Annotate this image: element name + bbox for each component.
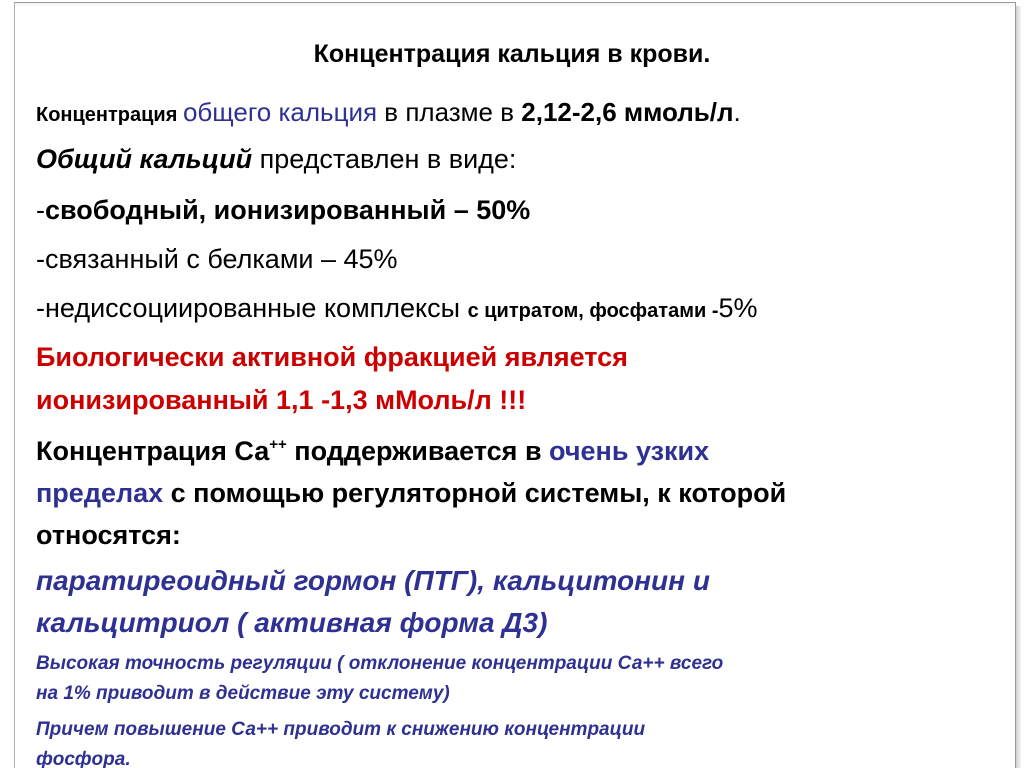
in-plasma-text: в плазме в xyxy=(377,97,522,127)
phosphorus-line-1: Причем повышение Са++ приводит к снижению концентрации xyxy=(36,719,646,740)
slide-frame-left xyxy=(14,2,15,768)
hormones-line-2: кальцитриол ( активная форма Д3) xyxy=(36,607,548,638)
precision-line-1: Высокая точность регуляции ( отклонение концентрации Са++ всего xyxy=(36,653,724,674)
precision-line-2: на 1% приводит в действие эту систему) xyxy=(36,683,450,704)
regulation-line-1 xyxy=(36,436,709,467)
period: . xyxy=(733,97,741,127)
free-ionized-text: свободный, ионизированный – 50% xyxy=(45,195,531,225)
maintained-text: поддерживается в xyxy=(286,436,550,466)
active-fraction-line-1: Биологически активной фракцией является xyxy=(36,342,628,372)
ca-charge-superscript: ++ xyxy=(269,436,287,453)
complexes-text: -недиссоциированные комплексы xyxy=(36,293,468,323)
total-calcium-term: общего кальция xyxy=(182,97,378,127)
active-fraction-line-2: ионизированный 1,1 -1,3 мМоль/л !!! xyxy=(36,385,527,415)
total-calcium-line xyxy=(36,97,741,128)
total-calcium-heading: Общий кальций xyxy=(36,144,253,174)
protein-bound-line: -связанный с белками – 45% xyxy=(36,244,398,274)
forms-intro-text: представлен в виде: xyxy=(252,144,517,174)
regulation-line-2 xyxy=(36,478,786,509)
complexes-detail: с цитратом, фосфатами - xyxy=(467,300,719,322)
complexes-percent: 5% xyxy=(718,293,758,323)
slide-shadow xyxy=(1016,6,1022,768)
ca-concentration-text: Концентрация Са xyxy=(36,436,270,466)
forms-intro-line xyxy=(36,144,516,175)
regulatory-system-text: с помощью регуляторной системы, к которой xyxy=(163,478,787,508)
complexes-line xyxy=(36,293,758,324)
total-calcium-value: 2,12-2,6 ммоль/л xyxy=(521,97,734,127)
slide-title: Концентрация кальция в крови. xyxy=(313,40,711,68)
narrow-limits-text: очень узких xyxy=(549,436,710,466)
limits-text: пределах xyxy=(36,478,164,508)
free-ionized-line xyxy=(36,195,530,226)
concentration-label: Концентрация xyxy=(36,104,183,126)
regulation-line-3: относятся: xyxy=(36,520,181,550)
hormones-line-1: паратиреоидный гормон (ПТГ), кальцитонин и xyxy=(36,565,710,596)
slide-frame-top xyxy=(14,2,1016,8)
dash: - xyxy=(36,195,45,225)
phosphorus-line-2: фосфора. xyxy=(36,749,131,768)
